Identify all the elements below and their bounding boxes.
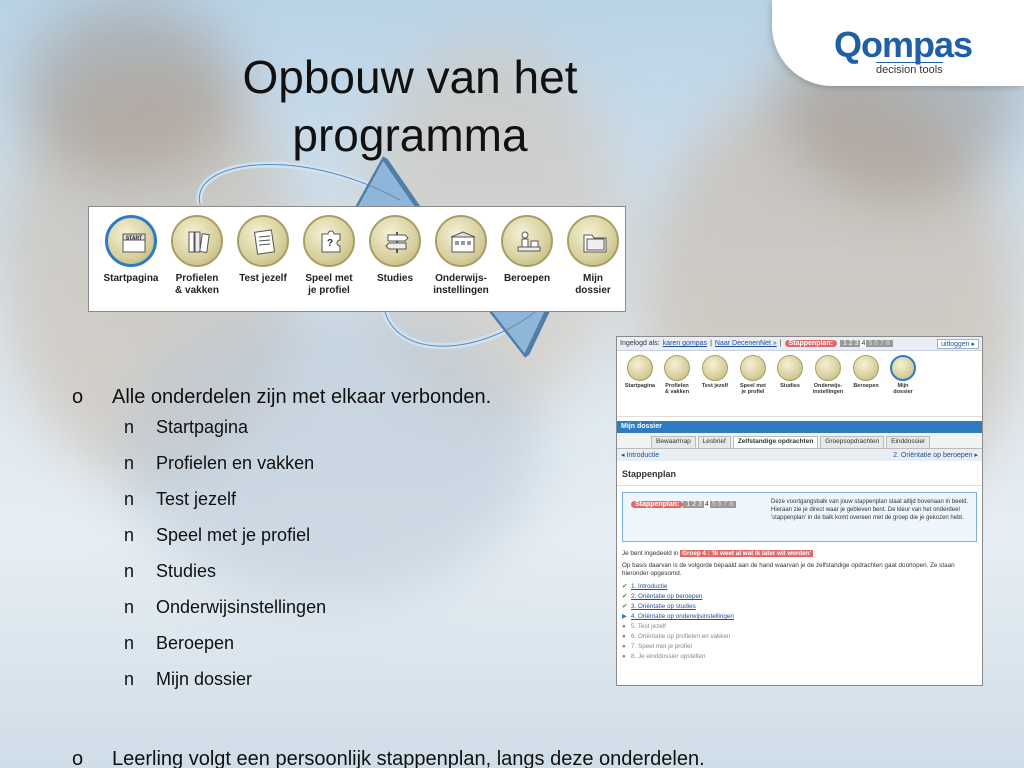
shot-steps-badge: Stappenplan: (785, 340, 837, 347)
shot-tab[interactable]: Groepsopdrachten (820, 436, 884, 448)
nav-label: Test jezelf (239, 273, 287, 284)
nav-studies[interactable] (359, 215, 431, 285)
nav-onderwijsinstellingen[interactable] (425, 215, 497, 297)
sub-bullet: n Speel met je profiel (124, 525, 311, 545)
building-icon (815, 355, 841, 381)
shot-step-item[interactable]: ▶ 4. Oriëntatie op onderwijsinstellingen (622, 613, 734, 620)
shot-nav-item[interactable]: Speel met je profiel (734, 355, 772, 395)
nav-profielen-vakken[interactable] (161, 215, 233, 297)
slide-title: Opbouw van het programma (242, 51, 578, 161)
folder-icon (567, 215, 619, 267)
shot-user-link[interactable]: karen gompas (662, 340, 708, 347)
stappenplan-screenshot (616, 336, 983, 686)
shot-prev-link[interactable]: ◂ Introductie (621, 452, 660, 459)
shot-step-list (617, 580, 982, 664)
nav-startpagina[interactable] (95, 215, 167, 285)
shot-step-item: ● 6. Oriëntatie op profielen en vakken (622, 633, 731, 640)
shot-tab[interactable]: Einddossier (886, 436, 930, 448)
bullet-list (72, 386, 632, 705)
sub-bullet: n Onderwijsinstellingen (124, 597, 327, 617)
shot-nav-item[interactable]: Test jezelf (696, 355, 734, 389)
shot-tabs (617, 433, 982, 449)
shot-step-item: ● 5. Test jezelf (622, 623, 666, 630)
building-icon (435, 215, 487, 267)
shot-nav-item[interactable]: Beroepen (847, 355, 885, 389)
signpost-icon (369, 215, 421, 267)
sub-bullet: n Test jezelf (124, 489, 237, 509)
nav-test-jezelf[interactable] (227, 215, 299, 285)
shot-tab[interactable]: Lesbrief (698, 436, 731, 448)
shot-tab-active[interactable]: Zelfstandige opdrachten (733, 436, 818, 448)
sub-bullet: n Studies (124, 561, 217, 581)
books-icon (664, 355, 690, 381)
logo-tagline: decision tools (876, 64, 943, 76)
shot-step-item[interactable]: ✔ 1. Introductie (622, 583, 668, 590)
shot-tab[interactable]: Bewaarmap (651, 436, 696, 448)
shot-section-bar: Mijn dossier (617, 421, 982, 433)
sub-bullet: n Mijn dossier (124, 669, 253, 689)
nav-speel-met-je-profiel[interactable] (293, 215, 365, 297)
start-sign-icon (627, 355, 653, 381)
sub-bullet: n Beroepen (124, 633, 235, 653)
nav-label: Beroepen (503, 273, 551, 284)
nav-label: Onderwijs- instellingen (433, 273, 489, 296)
start-glyph-text: START (125, 235, 143, 242)
person-desk-icon (501, 215, 553, 267)
start-sign-icon (105, 215, 157, 267)
shot-nav-item[interactable]: Profielen & vakken (658, 355, 696, 395)
nav-mijn-dossier[interactable] (557, 215, 629, 297)
test-sheet-icon (237, 215, 289, 267)
test-sheet-icon (702, 355, 728, 381)
qompas-logo (772, 0, 1024, 86)
shot-naar-link[interactable]: Naar DecenenNet » (714, 340, 777, 347)
shot-nav-item[interactable]: Mijn dossier (884, 355, 922, 395)
puzzle-icon (740, 355, 766, 381)
logo-wordmark: Qompas (834, 24, 973, 65)
nav-label: Studies (376, 273, 414, 284)
shot-nav-item[interactable]: Studies (771, 355, 809, 389)
shot-intro-text: Op basis daarvan is de volgorde bepaald aan de hand waarvan je de zelfstandige opdrachten gaat doorlopen. Ze staan hieronder opgesomd. (622, 562, 955, 577)
sub-bullet: n Profielen en vakken (124, 453, 315, 473)
bullet-marker: o (72, 748, 84, 768)
shot-nav-strip (617, 351, 982, 417)
main-bullet (72, 386, 632, 409)
nav-beroepen[interactable] (491, 215, 563, 285)
signpost-icon (777, 355, 803, 381)
shot-group-line: Je bent ingedeeld in Groep 4 : 'Ik weet al wat ik later wil worden' . (622, 550, 815, 557)
program-nav-strip (88, 206, 626, 312)
shot-next-link[interactable]: 2. Oriëntatie op beroepen ▸ (893, 452, 978, 459)
shot-step-item: ● 8. Je einddossier opstellen (622, 653, 706, 660)
shot-topbar: Ingelogd als: karen gompas | Naar DecenenNet » | Stappenplan: 1 2 3 4 5 6 7 8 uitloggen ▸ (617, 337, 982, 351)
bullet-marker: o (72, 386, 84, 408)
shot-step-numbers: 1 2 3 4 5 6 7 8 (840, 340, 893, 347)
nav-label: Speel met je profiel (305, 273, 353, 296)
bottom-bullet (72, 748, 705, 768)
main-bullet-text: Alle onderdelen zijn met elkaar verbonden. (112, 386, 492, 408)
books-icon (171, 215, 223, 267)
person-desk-icon (853, 355, 879, 381)
puzzle-icon (303, 215, 355, 267)
shot-group-badge: Groep 4 : 'Ik weet al wat ik later wil worden' (682, 550, 812, 557)
shot-pager (617, 449, 982, 461)
shot-nav-item[interactable]: Startpagina (621, 355, 659, 389)
shot-heading: Stappenplan (617, 461, 982, 486)
shot-nav-item[interactable]: Onderwijs- instellingen (809, 355, 847, 395)
svg-text:?: ? (326, 238, 334, 249)
shot-step-item[interactable]: ✔ 3. Oriëntatie op studies (622, 603, 696, 610)
shot-step-item[interactable]: ✔ 2. Oriëntatie op beroepen (622, 593, 703, 600)
bottom-bullet-text: Leerling volgt een persoonlijk stappenplan, langs deze onderdelen. (112, 748, 705, 768)
shot-progress-bar: Stappenplan: 1 2 3 4 5 6 7 8 (631, 501, 736, 508)
nav-label: Profielen & vakken (175, 273, 219, 296)
folder-icon (890, 355, 916, 381)
shot-info-text: Deze voortgangsbalk van jouw stappenplan staat altijd bovenaan in beeld. Hieraan zie je direct waar je gebleven bent. De kleur van het onderdeel 'stappenplan' in de balk komt overeen met de groep die je gekozen hebt. (771, 499, 969, 521)
nav-label: Mijn dossier (575, 273, 611, 296)
nav-label: Startpagina (103, 273, 159, 284)
shot-info-box (622, 492, 977, 542)
shot-step-item: ● 7. Speel met je profiel (622, 643, 692, 650)
sub-bullet: n Startpagina (124, 417, 249, 437)
shot-logout-button[interactable]: uitloggen ▸ (937, 339, 979, 349)
sub-bullet-list (72, 417, 632, 705)
